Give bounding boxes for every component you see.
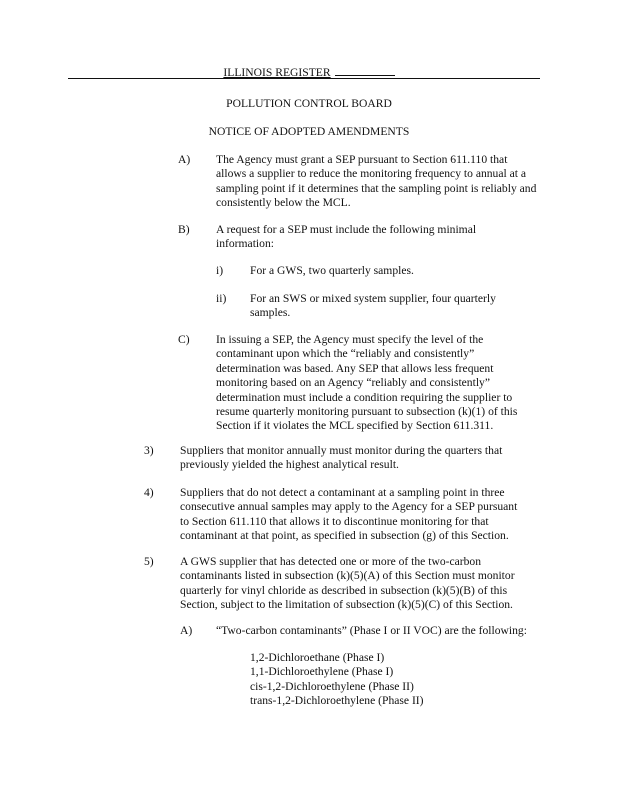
item-4-text: Suppliers that do not detect a contaminant at a sampling point in three consecutive annual samples may apply to the Agency for a SEP pursuant to Section 611.110 that allows it to discontinue monitoring for that contaminant at that point, as specified in subsection (g) of this Section.	[180, 486, 518, 543]
item-3-text: Suppliers that monitor annually must monitor during the quarters that previously yielded the highest analytical result.	[180, 444, 503, 472]
register-title	[0, 65, 618, 80]
register-title-underline	[335, 65, 395, 76]
item-B-ii-label: ii)	[216, 292, 227, 305]
item-B-label: B)	[178, 223, 190, 236]
notice-title: NOTICE OF ADOPTED AMENDMENTS	[208, 125, 410, 138]
item-C-label: C)	[178, 333, 190, 346]
contaminant-item: 1,2-Dichloroethane (Phase I)	[250, 651, 385, 664]
item-A-label: A)	[178, 153, 191, 166]
item-B-i-label: i)	[216, 264, 224, 277]
contaminant-item: 1,1-Dichloroethylene (Phase I)	[250, 665, 394, 679]
item-C-text: In issuing a SEP, the Agency must specify the level of the contaminant upon which the “reliably and consistently” determination was based. Any SEP that allows less frequent monitoring based on an Agency “reliably and consistently” determination must include a condition requiring the supplier to resume quarterly monitoring pursuant to subsection (k)(1) of this Section if it violates the MCL specified by Section 611.311.	[216, 333, 518, 433]
item-B-text: A request for a SEP must include the following minimal information:	[216, 223, 477, 251]
item-3-label: 3)	[144, 444, 154, 457]
item-5-label: 5)	[144, 555, 154, 568]
item-5-text: A GWS supplier that has detected one or more of the two-carbon contaminants listed in subsection (k)(5)(A) of this Section must monitor quarterly for vinyl chloride as described in subsection (k)(5)(B) of this Section, subject to the limitation of subsection (k)(5)(C) of this Section.	[180, 555, 515, 612]
item-B-ii-text: For an SWS or mixed system supplier, four quarterly samples.	[250, 292, 496, 320]
item-5-A-text: “Two-carbon contaminants” (Phase I or II VOC) are the following:	[216, 624, 527, 637]
board-name: POLLUTION CONTROL BOARD	[226, 97, 392, 110]
item-4-label: 4)	[144, 486, 154, 499]
contaminant-item: trans-1,2-Dichloroethylene (Phase II)	[250, 694, 424, 708]
contaminant-list	[250, 651, 550, 709]
item-A-text: The Agency must grant a SEP pursuant to Section 611.110 that allows a supplier to reduce the monitoring frequency to annual at a sampling point if it determines that the sampling point is reliably and consistently below the MCL.	[216, 153, 537, 210]
register-title-text: ILLINOIS REGISTER	[223, 66, 331, 79]
contaminant-item: cis-1,2-Dichloroethylene (Phase II)	[250, 679, 414, 693]
item-5-A-label: A)	[180, 624, 193, 637]
item-B-i-text: For a GWS, two quarterly samples.	[250, 264, 414, 277]
